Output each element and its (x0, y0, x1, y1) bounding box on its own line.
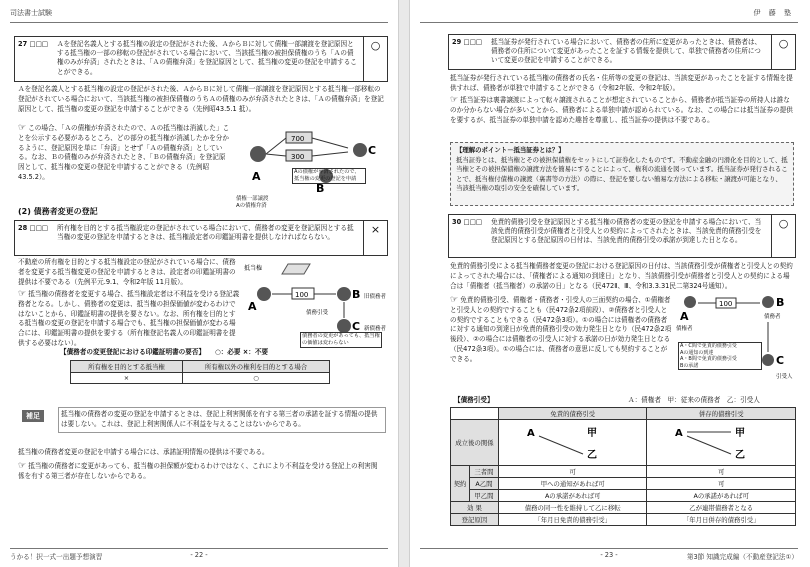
right-table-r3-k: 甲乙間 (470, 490, 499, 502)
left-table-head-1: 所有権を目的とする抵当権 (71, 361, 183, 373)
right-page-number: - 23 - (600, 551, 618, 559)
right-table-r3-a: Aの承諾があれば可 (498, 490, 647, 502)
diag3-b: B (776, 296, 785, 309)
note-icon-4: ☞ (450, 95, 459, 105)
diag2-l3: 新債務者 (364, 326, 387, 332)
left-footer (10, 548, 388, 561)
diag2-person-a-icon (257, 287, 271, 301)
diag3-l2: 債務者 (764, 314, 781, 320)
question-30 (448, 214, 796, 258)
q30-mark: ○ (771, 215, 795, 257)
right-page (410, 0, 808, 567)
diag3-c: C (776, 354, 785, 367)
section-title: (2) 債務者変更の登記 (18, 207, 98, 216)
right-footer-title: 第3節 知識完成編（不動産登記法①） (686, 553, 798, 561)
left-para-2: 不動産の所有権を目的とする抵当権設定の登記がされている場合に、債務者を変更する抵当権変更の登記を申請するときは、設定者の印鑑証明書の提供は不要である（先例平元.9.1、令和2年版 11月版）。 (18, 258, 236, 286)
right-table-r1-b: 可 (647, 466, 796, 478)
q27-text: Ａを登記名義人とする抵当権の設定の登記がされた後、ＡからＢに対して債権一部譲渡を登記原因とする抵当権の一部の移転の登記がされている場合において、当該抵当権の被担保債権のうち「Ａの債権のみが弁済」されたときは、「Ａの債権弁済」を登記原因として、抵当権の変更の登記を申請することができる。 (57, 40, 357, 76)
diag1-arrow-2 (312, 152, 348, 156)
diag3-lg3: A・B間で免責的債務引受 (680, 356, 737, 363)
question-27 (14, 36, 388, 82)
diag1-cap2: Aの債権弁済 (236, 203, 267, 209)
diag2-a: A (248, 300, 257, 313)
diag3-lg4: Bの承諾 (680, 362, 699, 369)
q29-mark: ○ (771, 35, 795, 69)
q29-text: 抵当証券が発行されている場合において、債務者の住所に変更があったときは、債務者は、債務者の住所について変更があったことを証する情報を提供して、単独で債務者の住所について変更の登記を申請することができる。 (491, 38, 762, 65)
diag1-c: C (368, 144, 377, 157)
right-table-r1-k: 三者間 (470, 466, 499, 478)
right-note-1-text: 抵当証券は裏書譲渡によって転々譲渡されることが想定されていることから、債務者が抵当証券の所持人は誰なのか分からない場合が多いことから、債務者による単独申請が認められている。なお、この場合には抵当証券の提供を要するが、抵当証券の単独申請を認めた趣旨を尊重し、抵当証券の提供は不要である。 (450, 96, 793, 124)
q27-number[interactable]: 27 □□□ (18, 40, 49, 48)
question-28 (14, 220, 388, 256)
right-note-2 (450, 296, 672, 365)
left-note-3-text: 抵当権の債務者に変更があっても、抵当権の担保額が変わるわけではなく、これにより不利益を受ける登記上の利害関係を有する第三者が存在しないからである。 (18, 462, 378, 480)
q30-number[interactable]: 30 □□□ (452, 218, 483, 226)
left-page (0, 0, 398, 567)
diag2-l1: 抵当権 (244, 265, 263, 272)
left-note-1-text: この場合、「Ａの債権が弁済されたので、Ａの抵当権は消滅した」ことを公示する必要があるところ、どの部分の抵当権が消滅したかを分かるように、登記原因を単に「弁済」とせず「Ａの債権弁済」としている。なお、Ｂの債権のみが弁済されたとき、「Ｂの債権弁済」を登記原因として、抵当権の変更の登記を申請することができる（先例昭43.5.2）。 (18, 124, 230, 181)
right-table-r2-k: A乙間 (470, 478, 499, 490)
q28-text: 所有権を目的とする抵当権設定の登記がされている場合において、債務者の変更を登記原因とする抵当権の変更の登記を申請するときは、抵当権設定者の印鑑証明書を提供しなければならない。 (57, 224, 354, 242)
right-table-r2-a: 甲への通知があれば可 (498, 478, 647, 490)
right-table (450, 407, 796, 526)
right-para-1: 抵当証券が発行されている抵当権の債務者の氏名・住所等の変更の登記は、当該変更があったことを証する情報を提供すれば、債務者が単独で申請することができる（令和2年版、令和2年版）。 (450, 74, 793, 92)
diag2-caption: 債務者の変更があっても、抵当権の価値は変わらない (300, 332, 382, 348)
left-table-caption: 【債務者の変更登記における印鑑証明書の要否】 ○：必要 ×：不要 (60, 348, 269, 356)
diag3-l3: 引受人 (776, 374, 793, 380)
left-page-number: - 22 - (190, 551, 208, 559)
diagram-a-line (539, 436, 583, 454)
person-a-icon (250, 146, 266, 162)
right-header-title: 伊 藤 塾 (753, 9, 794, 17)
right-note-1 (450, 96, 794, 125)
note-icon-2: ☞ (18, 289, 27, 299)
diag2-v: 100 (295, 291, 309, 299)
left-para-3: 抵当権の債務者変更の登記を申請する場合には、承諾証明情報の提供は不要である。 (18, 448, 269, 456)
left-header-title: 司法書士試験 (10, 9, 52, 17)
diag1-v2: 300 (291, 153, 305, 161)
diagram-a-svg (513, 422, 633, 462)
diagram-a-node-b: 甲 (586, 427, 597, 439)
right-header (420, 8, 798, 23)
left-diagram-2 (244, 258, 388, 342)
left-note-2 (18, 290, 240, 349)
right-table-r3-b: Aの承諾があれば可 (647, 490, 796, 502)
diag1-v1: 700 (291, 135, 305, 143)
diagram-b-node-b: 甲 (735, 427, 746, 439)
right-table-title: 【債務引受】 (454, 396, 494, 404)
right-table-legend: Ａ：債権者 甲：従来の債務者 乙：引受人 (628, 396, 760, 404)
q29-number[interactable]: 29 □□□ (452, 38, 483, 46)
right-footer (420, 548, 798, 561)
left-note-1 (18, 124, 232, 183)
left-header (10, 8, 388, 23)
left-note-3 (18, 462, 384, 482)
diagram-b-node-c: 乙 (735, 449, 746, 461)
diagram-b-svg (661, 422, 781, 462)
diagram-b-line-2 (687, 436, 731, 454)
diag3-v: 100 (719, 300, 733, 308)
gutter (398, 0, 410, 567)
diag3-a: A (680, 310, 689, 323)
diag3-l1: 債権者 (676, 326, 693, 332)
q28-number[interactable]: 28 □□□ (18, 224, 49, 232)
diag1-a: A (252, 170, 261, 183)
right-table-corner (451, 408, 499, 420)
tip-title: 【理解のポイント－抵当証券とは？】 (456, 146, 565, 154)
right-para-2: 免責的債務引受による抵当権債務者変更の登記における登記原因の日付は、当該債務引受が債権者と引受人との契約によってされた場合には、「債権者による通知の到達日」となり、当該債務引受が債務者と引受人との契約による場合は「債権者（抵当権者）の承諾の日」となる（民472Ⅱ、Ⅲ、令和3.3.31民二第324号通知）。 (450, 262, 793, 290)
q28-mark: × (363, 221, 387, 255)
diag3-lg1: A・C間で免責的債務引受 (680, 343, 737, 349)
right-note-2-text: 免責的債務引受、債権者・債務者・引受人の三面契約の場合、①債権者と引受人との契約ですることも（民472条2項前段）、②債務者と引受人との契約ですることもできる（民472条3項）。①の場合には債権者の債務者に対する通知の到達日が免責的債務引受の効力発生日となり（民472条2項後段）、②の場合には債権者の引受人に対する承諾の日が効力発生日となる（民472条3項）。①の場合には、債務者の意思に反しても契約することができる。 (450, 296, 672, 363)
left-note-2-text: 抵当権の債務者を変更する場合、抵当権設定者は不利益を受ける登記義務者となる。しかし、債務者の変更は、抵当権の担保価値が変わるわけではないことから、印鑑証明書の提供を要さない。なお、所有権を目的とする抵当権の変更の登記を申請する場合でも、抵当権の担保価値が変わる場合には、印鑑証明書の提供を要する（所有権登記名義人の印鑑証明書を提供する必要はない）。 (18, 290, 240, 347)
diag1-b: B (316, 182, 325, 195)
right-diagram (676, 288, 798, 388)
note-icon-3: ☞ (18, 461, 27, 471)
q27-mark: ○ (363, 37, 387, 81)
left-diagram-1 (236, 124, 388, 196)
right-table-diagram-b (647, 420, 796, 466)
q30-text: 免責的債務引受を登記原因とする抵当権の債務者の変更の登記を申請する場合において、当該免責的債務引受が債権者と引受人との契約によってされたときは、当該免責的債務引受を登記原因とする登記原因の日付は、当該免責的債務引受の承諾が到達した日となる。 (491, 218, 762, 245)
diag1-line-1 (266, 138, 286, 154)
diag1-caption-box: Aの債権が弁済されたので、抵当権の変更の登記を申請 (292, 168, 366, 184)
tip-box (450, 142, 794, 206)
diagram-b-node-a: A (675, 427, 683, 439)
right-table-row0-label: 成立後の関係 (451, 420, 499, 466)
diag3-person-c-icon (762, 354, 774, 366)
right-table-eff-a: 債務の同一性を維持して乙に移転 (498, 502, 647, 514)
tip-text: 抵当証券とは、抵当権とその被担保債権をセットにして証券化したものです。不動産金融の円滑化を目的として、抵当権とその被担保債権の譲渡方法を簡易にすることによって、権利の流通を図っています。抵当証券が発行されることで、抵当権付債権の譲渡（裏書等の方法）の際に、登記を要しない簡易な方法による移転・譲渡が可能となり、当該抵当権の取引の安全を確保しています。 (456, 155, 788, 193)
right-table-diagram-a (498, 420, 647, 466)
diag3-lg2: Aの通知の到達 (680, 349, 714, 356)
diag3-person-b-icon (762, 296, 774, 308)
left-table (70, 360, 330, 384)
right-table-cause-a: 「年月日免責的債務引受」 (498, 514, 647, 526)
supplement-box: 抵当権の債務者の変更の登記を申請するときは、登記上利害関係を有する第三者の承諾を証する情報の提供は要しない。これは、登記上利害関係人に不利益を与えることはないからである。 (58, 407, 386, 433)
left-para-1: Ａを登記名義人とする抵当権の設定の登記がされた後、ＡからＢに対して債権一部譲渡を登記原因とする抵当権一部移転の登記がされている場合において、当該抵当権の被担保債権のうちＡの債権のみが弁済されたときは、「Ａの債権弁済」を登記原因として、抵当権の変更の登記を申請することができる（先例昭43.5.1 抵）。 (18, 85, 384, 113)
right-table-eff-k: 効 果 (451, 502, 499, 514)
diag1-cap1: 債権一部譲渡 (236, 196, 269, 202)
right-table-col-b: 併存的債務引受 (647, 408, 796, 420)
diag2-c: C (352, 320, 361, 333)
diagram-a-node-a: A (526, 427, 535, 439)
person-c-icon (353, 143, 367, 157)
right-table-cause-k: 登記原因 (451, 514, 499, 526)
left-table-head-2: 所有権以外の権利を目的とする場合 (182, 361, 329, 373)
left-table-cell-2: ○ (182, 373, 329, 384)
question-29 (448, 34, 796, 70)
diag3-legend (678, 342, 762, 370)
diag1-arrow-1 (312, 138, 348, 148)
diag3-person-a-icon (684, 296, 696, 308)
right-table-col-a: 免責的債務引受 (498, 408, 647, 420)
diag2-l2: 旧債務者 (364, 294, 387, 300)
right-table-cause-b: 「年月日併存的債務引受」 (647, 514, 796, 526)
note-icon-5: ☞ (450, 295, 459, 305)
diag2-person-c-icon (337, 319, 351, 333)
supplement-tag: 補足 (22, 410, 44, 422)
right-table-eff-b: 乙が連帯債務者となる (647, 502, 796, 514)
right-table-keiyaku: 契約 (451, 466, 470, 502)
diag1-caption-1 (236, 196, 286, 210)
note-icon: ☞ (18, 123, 27, 133)
diag2-person-b-icon (337, 287, 351, 301)
diag2-b: B (352, 288, 361, 301)
diagram-a-node-c: 乙 (586, 449, 597, 461)
right-table-r1-a: 可 (498, 466, 647, 478)
right-table-r2-b: 可 (647, 478, 796, 490)
diag2-l4: 債務引受 (306, 310, 329, 316)
left-footer-title: うかる！択一式一出題予想演習 (10, 553, 103, 561)
left-table-cell-1: × (71, 373, 183, 384)
building-icon (282, 264, 310, 274)
diag1-line-2 (266, 154, 286, 156)
